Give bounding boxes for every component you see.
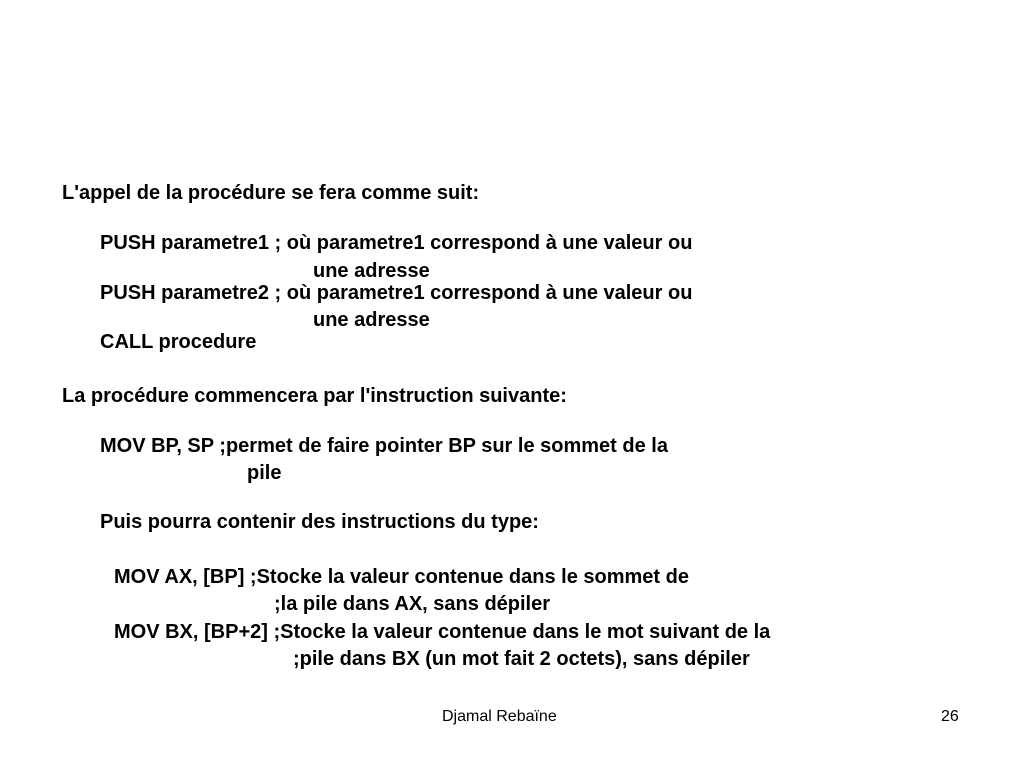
mov-bp-line1: MOV BP, SP ;permet de faire pointer BP sur le sommet de la	[100, 435, 668, 457]
footer-author: Djamal Rebaïne	[442, 708, 557, 725]
then-intro-text: Puis pourra contenir des instructions du type:	[100, 511, 539, 533]
intro-text: L'appel de la procédure se fera comme suit:	[62, 182, 480, 204]
mov-bx-line1: MOV BX, [BP+2] ;Stocke la valeur contenue dans le mot suivant de la	[114, 621, 771, 643]
push2-line1: PUSH parametre2 ; où parametre1 correspond à une valeur ou	[100, 282, 693, 304]
mov-bx-line2: ;pile dans BX (un mot fait 2 octets), sans dépiler	[293, 648, 750, 670]
mov-ax-line2: ;la pile dans AX, sans dépiler	[274, 593, 551, 615]
proc-intro-text: La procédure commencera par l'instruction suivante:	[62, 385, 567, 407]
call-line: CALL procedure	[100, 331, 257, 353]
mov-ax-line1: MOV AX, [BP] ;Stocke la valeur contenue dans le sommet de	[114, 566, 689, 588]
push1-line2: une adresse	[313, 260, 430, 282]
page-number: 26	[941, 708, 959, 725]
mov-bp-line2: pile	[247, 462, 282, 484]
push1-line1: PUSH parametre1 ; où parametre1 correspond à une valeur ou	[100, 232, 693, 254]
push2-line2: une adresse	[313, 309, 430, 331]
